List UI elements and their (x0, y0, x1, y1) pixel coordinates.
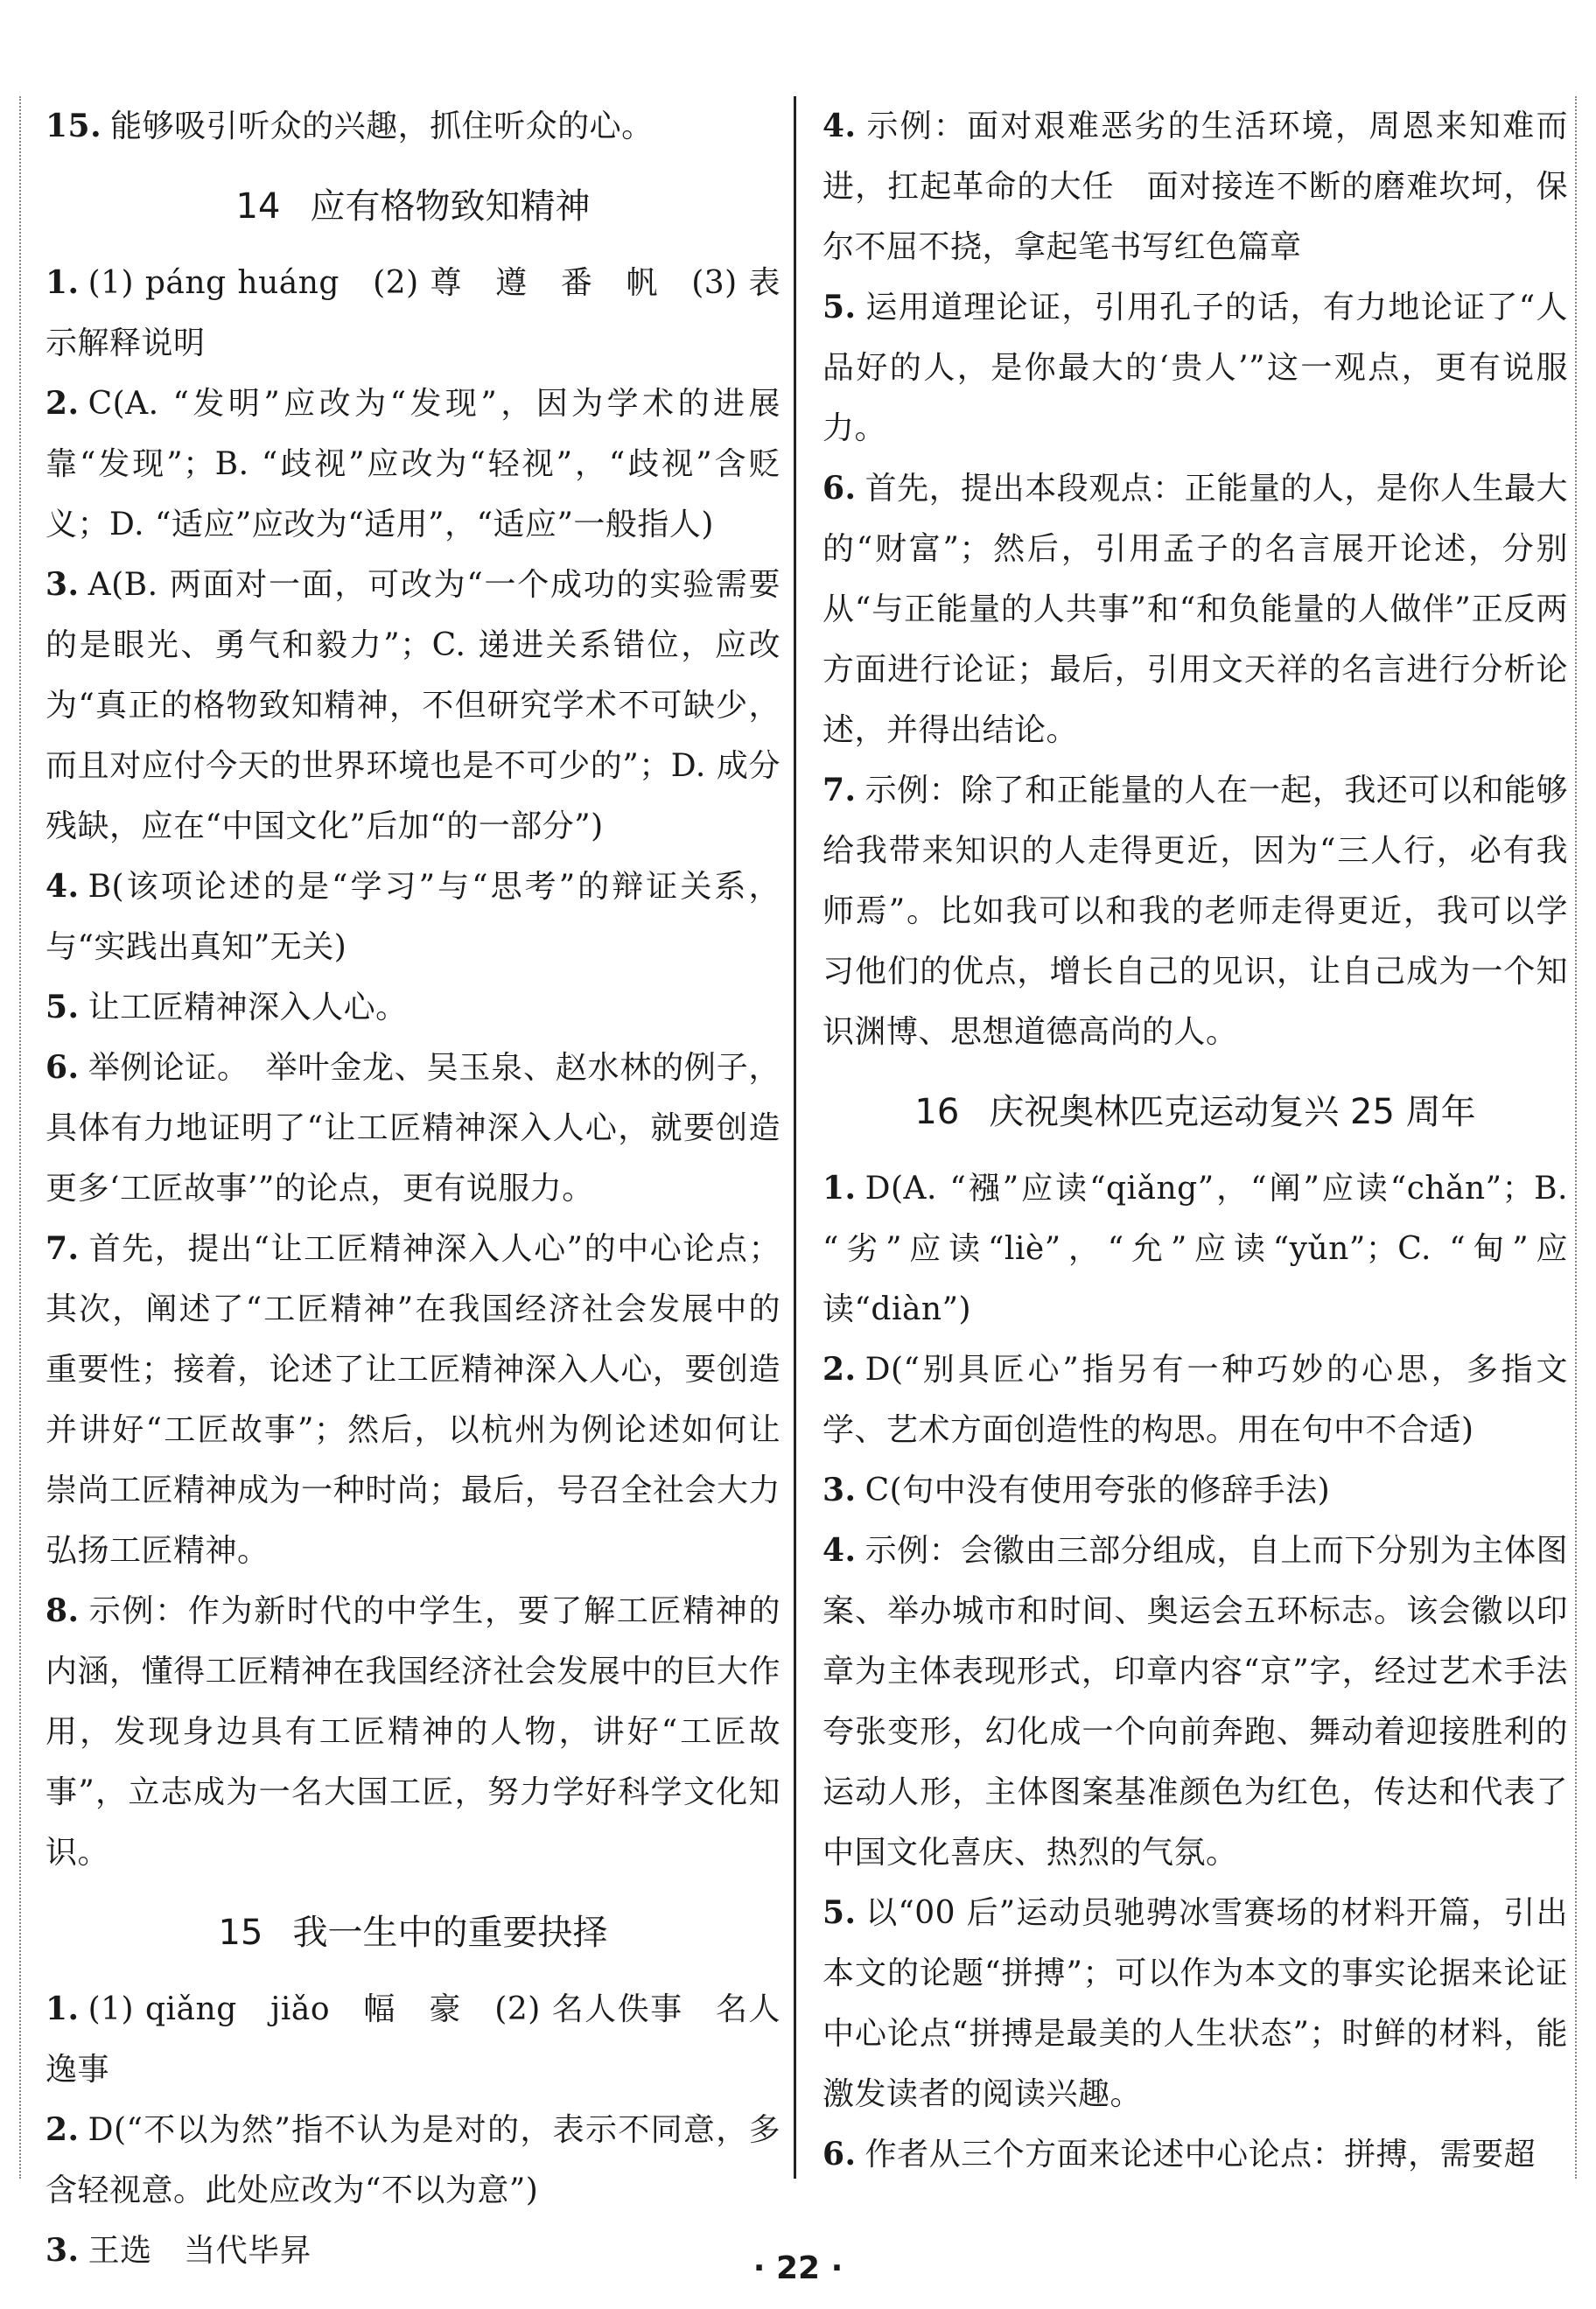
answer-item (46, 555, 780, 857)
section-heading (822, 1081, 1568, 1143)
item-text: 作者从三个方面来论述中心论点：拼搏，需要超 (864, 2137, 1536, 2173)
item-text: B(该项论述的是“学习”与“思考”的辩证关系，与“实践出真知”无关) (46, 869, 780, 965)
item-text: D(A. “襁”应读“qiǎng”，“阐”应读“chǎn”；B. “劣”应读“liè”，“允”应读“yǔn”；C. “甸”应读“diàn”) (822, 1171, 1568, 1327)
item-number: 1. (46, 1991, 80, 2027)
item-text: 运用道理论证，引用孔子的话，有力地论证了“人品好的人，是你最大的‘贵人’”这一观点，更有说服力。 (822, 290, 1568, 446)
item-number: 6. (822, 2136, 857, 2173)
item-text: 示例：面对艰难恶劣的生活环境，周恩来知难而进，扛起革命的大任 面对接连不断的磨难坎坷，保尔不屈不挠，拿起笔书写红色篇章 (822, 108, 1568, 265)
item-text: 让工匠精神深入人心。 (88, 990, 408, 1025)
item-number: 6. (822, 470, 857, 507)
answer-item (822, 458, 1568, 760)
item-number: 3. (822, 1472, 857, 1508)
answer-item (46, 2100, 780, 2221)
item-text: A(B. 两面对一面，可改为“一个成功的实验需要的是眼光、勇气和毅力”；C. 递进关系错位，应改为“真正的格物致知精神，不但研究学术不可缺少，而且对应付今天的世界环境也是不可少的”；D. 成分残缺，应在“中国文化”后加“的一部分”) (46, 567, 780, 844)
answer-item (46, 857, 780, 977)
answer-item (822, 1883, 1568, 2124)
item-number: 6. (46, 1049, 80, 1086)
answer-item (46, 1038, 780, 1219)
left-margin-rule (19, 96, 21, 2179)
answer-item (46, 96, 780, 157)
section-heading (46, 1902, 780, 1963)
section-number: 14 (235, 186, 281, 227)
item-number: 7. (822, 772, 857, 808)
answer-item (822, 1340, 1568, 1460)
item-text: 示例：会徽由三部分组成，自上而下分别为主体图案、举办城市和时间、奥运会五环标志。该会徽以印章为主体表现形式，印章内容“京”字，经过艺术手法夸张变形，幻化成一个向前奔跑、舞动着迎接胜利的运动人形，主体图案基准颜色为红色，传达和代表了中国文化喜庆、热烈的气氛。 (822, 1533, 1568, 1871)
section-title: 应有格物致知精神 (310, 186, 591, 227)
right-margin-rule (1575, 96, 1577, 2179)
answer-item (822, 1158, 1568, 1340)
item-text: D(“别具匠心”指另有一种巧妙的心思，多指文学、艺术方面创造性的构思。用在句中不合适) (822, 1352, 1568, 1448)
item-number: 4. (822, 108, 857, 144)
item-number: 5. (46, 989, 80, 1025)
section-title: 庆祝奥林匹克运动复兴 25 周年 (989, 1092, 1476, 1132)
item-text: 举例论证。 举叶金龙、吴玉泉、赵水林的例子，具体有力地证明了“让工匠精神深入人心，就要创造更多‘工匠故事’”的论点，更有说服力。 (46, 1050, 780, 1207)
item-text: 示例：除了和正能量的人在一起，我还可以和能够给我带来知识的人走得更近，因为“三人行，必有我师焉”。比如我可以和我的老师走得更近，我可以学习他们的优点，增长自己的见识，让自己成为一个知识渊博、思想道德高尚的人。 (822, 773, 1568, 1050)
item-text: 示例：作为新时代的中学生，要了解工匠精神的内涵，懂得工匠精神在我国经济社会发展中的巨大作用，发现身边具有工匠精神的人物，讲好“工匠故事”，立志成为一名大国工匠，努力学好科学文化知识。 (46, 1593, 780, 1871)
answer-item (46, 374, 780, 555)
item-number: 2. (822, 1351, 857, 1388)
answer-item (822, 1521, 1568, 1883)
item-text: C(A. “发明”应改为“发现”，因为学术的进展靠“发现”；B. “歧视”应改为“轻视”，“歧视”含贬义；D. “适应”应改为“适用”，“适应”一般指人) (46, 386, 780, 542)
answer-item (46, 1581, 780, 1883)
left-column (46, 96, 780, 2269)
answer-item (822, 760, 1568, 1062)
answer-item (822, 1460, 1568, 1521)
answer-item (46, 1979, 780, 2100)
right-column (822, 96, 1568, 2179)
item-number: 2. (46, 385, 80, 422)
section-number: 15 (218, 1913, 263, 1953)
item-text: 首先，提出“让工匠精神深入人心”的中心论点；其次，阐述了“工匠精神”在我国经济社会发展中的重要性；接着，论述了让工匠精神深入人心，要创造并讲好“工匠故事”；然后，以杭州为例论述如何让崇尚工匠精神成为一种时尚；最后，号召全社会大力弘扬工匠精神。 (46, 1231, 780, 1569)
item-number: 3. (46, 2232, 80, 2269)
item-number: 15. (46, 108, 102, 144)
item-text: 首先，提出本段观点：正能量的人，是你人生最大的“财富”；然后，引用孟子的名言展开论述，分别从“与正能量的人共事”和“和负能量的人做伴”正反两方面进行论证；最后，引用文天祥的名言进行分析论述，并得出结论。 (822, 471, 1568, 748)
item-number: 1. (822, 1170, 857, 1207)
item-number: 7. (46, 1230, 80, 1267)
item-text: 以“00 后”运动员驰骋冰雪赛场的材料开篇，引出本文的论题“拼搏”；可以作为本文的事实论据来论证中心论点“拼搏是最美的人生状态”；时鲜的材料，能激发读者的阅读兴趣。 (822, 1895, 1568, 2112)
item-number: 2. (46, 2111, 80, 2148)
section-number: 16 (914, 1092, 960, 1132)
item-text: 王选 当代毕昇 (88, 2233, 312, 2269)
answer-item (46, 977, 780, 1038)
answer-item (822, 277, 1568, 458)
item-text: (1) qiǎng jiǎo 幅 豪 (2) 名人佚事 名人逸事 (46, 1991, 780, 2088)
answer-item (46, 253, 780, 374)
item-number: 3. (46, 566, 80, 603)
answer-item (822, 96, 1568, 277)
item-number: 5. (822, 1894, 857, 1931)
answer-item (46, 1219, 780, 1581)
column-divider (794, 96, 796, 2179)
item-text: D(“不以为然”指不认为是对的，表示不同意，多含轻视意。此处应改为“不以为意”) (46, 2112, 780, 2208)
answer-item (822, 2124, 1568, 2185)
item-text: (1) páng huáng (2) 尊 遵 番 帆 (3) 表示解释说明 (46, 265, 780, 361)
item-number: 4. (46, 868, 80, 905)
item-number: 1. (46, 264, 80, 301)
item-text: C(句中没有使用夸张的修辞手法) (864, 1473, 1331, 1508)
item-number: 5. (822, 289, 857, 325)
section-heading (46, 176, 780, 237)
item-number: 4. (822, 1532, 857, 1569)
page-number: · 22 · (752, 2250, 844, 2286)
section-title: 我一生中的重要抉择 (292, 1913, 608, 1953)
item-text: 能够吸引听众的兴趣，抓住听众的心。 (110, 108, 654, 144)
item-number: 8. (46, 1592, 80, 1629)
